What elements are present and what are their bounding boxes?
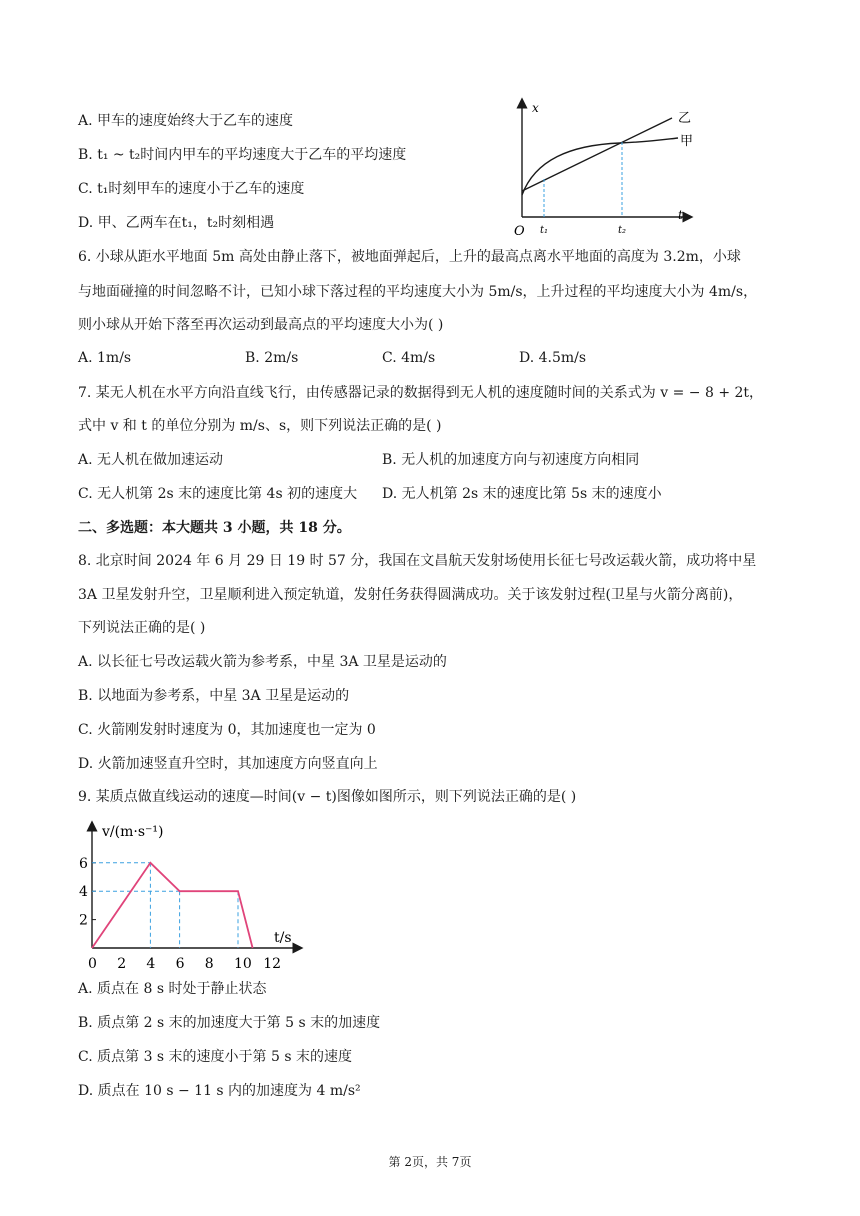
q5-curve-jia (522, 138, 678, 195)
page-footer: 第 2页，共 7页 (388, 1155, 472, 1169)
q9-y-tick-label: 4 (79, 884, 88, 901)
q8-stem-line3: 下列说法正确的是( ) (78, 620, 206, 636)
q5-x-axis-label: t (678, 208, 683, 222)
q9-option-b: B. 质点第 2 s 末的加速度大于第 5 s 末的加速度 (78, 1015, 381, 1031)
q8-stem-line2: 3A 卫星发射升空，卫星顺利进入预定轨道，发射任务获得圆满成功。关于该发射过程(卫星与火箭分离前)， (78, 587, 743, 603)
q6-stem-line3: 则小球从开始下落至再次运动到最高点的平均速度大小为( ) (78, 317, 444, 333)
q5-y-axis-label: x (532, 101, 539, 115)
q8-option-b: B. 以地面为参考系，中星 3A 卫星是运动的 (78, 688, 350, 704)
q9-vt-chart (78, 818, 318, 973)
q5-label-yi: 乙 (678, 111, 692, 126)
q7-option-d: D. 无人机第 2s 末的速度比第 5s 末的速度小 (382, 486, 662, 502)
q9-y-tick-label: 6 (79, 855, 88, 872)
q7-option-a: A. 无人机在做加速运动 (78, 452, 224, 468)
q9-x-tick-label: 6 (175, 956, 185, 972)
q5-option-d: D. 甲、乙两车在t₁，t₂时刻相遇 (78, 215, 275, 231)
q6-option-d: D. 4.5m/s (519, 350, 587, 366)
q5-t1-label: t₁ (540, 225, 549, 236)
q5-option-b: B. t₁ ~ t₂时间内甲车的平均速度大于乙车的平均速度 (78, 147, 407, 163)
q9-y-axis-label: v/(m·s⁻¹) (102, 824, 164, 840)
q9-option-a: A. 质点在 8 s 时处于静止状态 (78, 981, 267, 997)
q5-xt-graph (510, 95, 710, 245)
q8-option-c: C. 火箭刚发射时速度为 0，其加速度也一定为 0 (78, 722, 376, 738)
q8-option-a: A. 以长征七号改运载火箭为参考系，中星 3A 卫星是运动的 (78, 654, 447, 670)
q9-velocity-line (92, 863, 253, 948)
q5-option-a: A. 甲车的速度始终大于乙车的速度 (78, 113, 294, 129)
q5-origin-label: O (514, 224, 525, 239)
q8-stem-line1: 8. 北京时间 2024 年 6 月 29 日 19 时 57 分，我国在文昌航天发射场使用长征七号改运载火箭，成功将中星 (78, 553, 757, 569)
q6-option-b: B. 2m/s (245, 350, 299, 366)
q9-x-tick-label: 0 (88, 956, 97, 972)
q7-option-c: C. 无人机第 2s 末的速度比第 4s 初的速度大 (78, 486, 358, 502)
q9-x-axis-label: t/s (274, 930, 292, 946)
q9-option-d: D. 质点在 10 s − 11 s 内的加速度为 4 m/s² (78, 1083, 361, 1099)
q9-y-tick-label: 2 (79, 912, 88, 929)
q9-x-tick-label: 2 (117, 956, 127, 972)
q6-stem-line1: 6. 小球从距水平地面 5m 高处由静止落下，被地面弹起后，上升的最高点离水平地面的高度为 3.2m，小球 (78, 249, 741, 265)
q9-x-tick-label: 12 (263, 956, 282, 972)
q9-x-tick-label: 10 (234, 956, 252, 972)
q6-stem-line2: 与地面碰撞的时间忽略不计，已知小球下落过程的平均速度大小为 5m/s，上升过程的平均速度大小为 4m/s， (78, 284, 758, 300)
section-multiple-choice-heading: 二、多选题：本大题共 3 小题，共 18 分。 (78, 520, 351, 536)
q9-stem: 9. 某质点做直线运动的速度—时间(v − t)图像如图所示，则下列说法正确的是( ) (78, 789, 577, 805)
q7-stem-line1: 7. 某无人机在水平方向沿直线飞行，由传感器记录的数据得到无人机的速度随时间的关系式为 v = − 8 + 2t， (78, 385, 764, 401)
q6-option-a: A. 1m/s (78, 350, 132, 366)
q5-label-jia: 甲 (680, 134, 694, 149)
q6-option-c: C. 4m/s (382, 350, 436, 366)
q8-option-d: D. 火箭加速竖直升空时，其加速度方向竖直向上 (78, 756, 378, 772)
q9-x-tick-label: 8 (204, 956, 214, 972)
q7-option-b: B. 无人机的加速度方向与初速度方向相同 (382, 452, 640, 468)
q5-option-c: C. t₁时刻甲车的速度小于乙车的速度 (78, 181, 305, 197)
q9-option-c: C. 质点第 3 s 末的速度小于第 5 s 末的速度 (78, 1049, 352, 1065)
q7-stem-line2: 式中 v 和 t 的单位分别为 m/s、s，则下列说法正确的是( ) (78, 418, 442, 434)
q5-t2-label: t₂ (618, 225, 627, 236)
q9-x-tick-label: 4 (146, 956, 156, 972)
